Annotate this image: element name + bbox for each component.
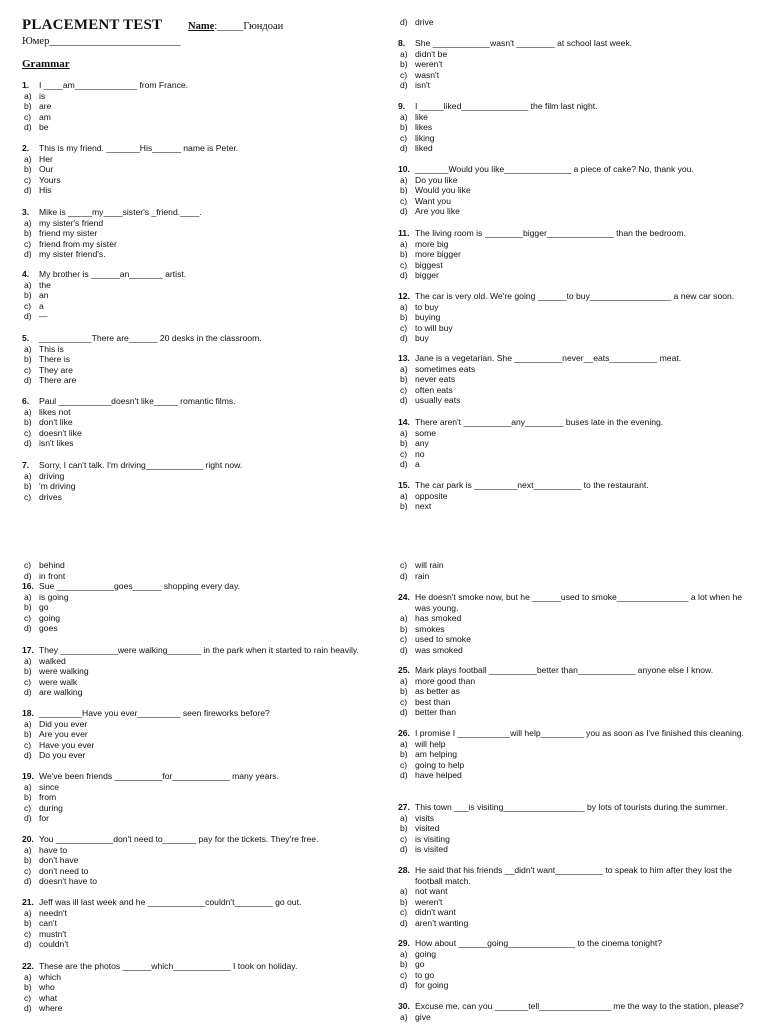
question-text: He said that his friends __didn't want__________ to speak to him after they lost the football match. (415, 865, 732, 886)
answer-option[interactable]: a) driving (24, 470, 65, 481)
answer-option[interactable]: d) are walking (24, 687, 83, 698)
answer-option[interactable]: d) goes (24, 623, 58, 634)
answer-option[interactable]: c) what (24, 992, 58, 1003)
answer-option[interactable]: b) from (24, 792, 57, 803)
answer-option[interactable]: b) can't (24, 918, 57, 929)
answer-option[interactable]: d) Do you ever (24, 750, 86, 761)
answer-option[interactable]: d) bigger (400, 270, 439, 281)
answer-option[interactable]: a) is going (24, 591, 69, 602)
answer-option[interactable]: a) walked (24, 655, 66, 666)
question-number: 6. (22, 396, 30, 406)
answer-option[interactable]: c) during (24, 802, 63, 813)
question-number: 17. (22, 645, 34, 655)
name-label: Name (188, 21, 215, 32)
answer-option[interactable]: b) an (24, 290, 49, 301)
question-number: 8. (398, 38, 406, 48)
answer-option[interactable]: a) the (24, 279, 51, 290)
question-text: The car is very old. We're going ______to buy_________________ a new car soon. (415, 291, 735, 301)
question-18 (22, 708, 372, 761)
question-3 (22, 207, 372, 260)
answer-option[interactable]: b) 'm driving (24, 481, 76, 492)
question-text: You ____________don't need to_______ pay for the tickets. They're free. (39, 834, 319, 844)
answer-option[interactable]: b) next (400, 501, 432, 512)
question-number: 9. (398, 101, 406, 111)
question-text: _________Have you ever_________ seen fireworks before? (39, 708, 270, 718)
answer-option[interactable]: d) His (24, 185, 52, 196)
answer-option[interactable]: a) my sister's friend (24, 217, 104, 228)
answer-option[interactable]: c) going (24, 612, 61, 623)
question-number: 11. (398, 228, 410, 238)
answer-option[interactable]: d) have helped (400, 770, 462, 781)
answer-option[interactable]: d) isn't likes (24, 438, 74, 449)
answer-option[interactable]: b) who (24, 982, 55, 993)
answer-option[interactable]: b) likes (400, 122, 433, 133)
answer-option[interactable]: b) weren't (400, 59, 443, 70)
answer-option[interactable]: b) don't have (24, 855, 79, 866)
question-number: 1. (22, 80, 30, 90)
answer-option[interactable]: d) is visited (400, 844, 448, 855)
answer-option[interactable]: d) better than (400, 707, 457, 718)
answer-option[interactable]: c) Yours (24, 174, 61, 185)
question-4 (22, 269, 372, 322)
question-text: He doesn't smoke now, but he ______used to smoke_______________ a lot when he was young. (415, 592, 743, 613)
question-continuation (398, 17, 748, 28)
question-30 (398, 1001, 748, 1022)
answer-option[interactable]: d) drive (400, 17, 434, 27)
answer-option[interactable]: b) as better as (400, 686, 460, 697)
answer-option[interactable]: a) more good than (400, 675, 476, 686)
answer-option[interactable]: c) friend from my sister (24, 238, 117, 249)
answer-option[interactable]: b) go (24, 602, 49, 613)
answer-option[interactable]: a) Do you like (400, 174, 458, 185)
answer-option[interactable]: b) Would you like (400, 185, 471, 196)
answer-option[interactable]: a) which (24, 971, 61, 982)
answer-option[interactable]: b) Are you ever (24, 729, 88, 740)
question-text: _______Would you like______________ a piece of cake? No, thank you. (415, 164, 694, 174)
answer-option[interactable]: a) give (400, 1011, 431, 1022)
question-17 (22, 645, 372, 698)
question-text: Paul ___________doesn't like_____ romantic films. (39, 396, 236, 406)
question-24 (398, 592, 748, 656)
question-text: I _____liked______________ the film last night. (415, 101, 598, 111)
question-number: 12. (398, 291, 410, 301)
answer-option[interactable]: c) used to smoke (400, 634, 471, 645)
answer-option[interactable]: b) are (24, 101, 52, 112)
question-number: 24. (398, 592, 410, 602)
question-number: 10. (398, 164, 410, 174)
answer-option[interactable]: b) were walking (24, 666, 89, 677)
answer-option[interactable]: a) sometimes eats (400, 363, 476, 374)
question-number: 25. (398, 665, 410, 675)
question-number: 4. (22, 269, 30, 279)
answer-option[interactable]: a) since (24, 781, 60, 792)
answer-option[interactable]: a) to buy (400, 301, 439, 312)
answer-option[interactable]: b) any (400, 438, 429, 449)
answer-option[interactable]: a) Her (24, 153, 53, 164)
answer-option[interactable]: c) Have you ever (24, 739, 95, 750)
answer-option[interactable]: b) There is (24, 354, 71, 365)
answer-option[interactable]: b) friend my sister (24, 228, 98, 239)
question-28 (398, 865, 748, 929)
question-10 (398, 164, 748, 217)
answer-option[interactable]: c) to will buy (400, 322, 453, 333)
question-27 (398, 802, 748, 855)
question-text: Sorry, I can't talk. I'm driving____________ right now. (39, 460, 243, 470)
question-text: This is my friend. _______His______ name is Peter. (39, 143, 239, 153)
answer-option[interactable]: b) am helping (400, 749, 458, 760)
answer-option[interactable]: d) for going (400, 980, 449, 991)
answer-option[interactable]: b) visited (400, 823, 440, 834)
answer-option[interactable]: d) aren't wanting (400, 917, 469, 928)
answer-option[interactable]: a) needn't (24, 907, 67, 918)
question-21 (22, 897, 372, 950)
answer-option[interactable]: a) more big (400, 238, 449, 249)
question-number: 22. (22, 961, 34, 971)
question-text: These are the photos ______which____________ I took on holiday. (39, 961, 298, 971)
answer-option[interactable]: b) Our (24, 164, 54, 175)
question-14 (398, 417, 748, 470)
answer-option[interactable]: b) buying (400, 312, 441, 323)
answer-option[interactable]: c) best than (400, 696, 451, 707)
question-text: The car park is _________next__________ to the restaurant. (415, 480, 649, 490)
question-12 (398, 291, 748, 344)
question-16 (22, 581, 372, 634)
question-11 (398, 228, 748, 281)
answer-option[interactable]: d) — (24, 311, 48, 322)
answer-option[interactable]: c) were walk (24, 676, 78, 687)
answer-option[interactable]: d) There are (24, 375, 77, 386)
question-number: 13. (398, 353, 410, 363)
answer-option[interactable]: c) They are (24, 364, 73, 375)
question-text: How about ______going______________ to the cinema tonight? (415, 938, 663, 948)
question-text: We've been friends __________for____________ many years. (39, 771, 279, 781)
answer-option[interactable]: c) liking (400, 132, 435, 143)
question-15 (398, 480, 748, 512)
question-7 (22, 460, 372, 502)
question-text: I ____am_____________ from France. (39, 80, 189, 90)
question-19 (22, 771, 372, 824)
question-number: 20. (22, 834, 34, 844)
question-continuation (22, 560, 372, 581)
question-number: 28. (398, 865, 410, 875)
answer-option[interactable]: d) rain (400, 570, 430, 581)
section-heading: Grammar (22, 58, 70, 70)
question-text: They ____________were walking_______ in the park when it started to rain heavily. (39, 645, 359, 655)
question-number: 3. (22, 207, 30, 217)
answer-option[interactable]: c) to go (400, 969, 435, 980)
question-number: 26. (398, 728, 410, 738)
answer-option[interactable]: c) don't need to (24, 865, 89, 876)
question-20 (22, 834, 372, 887)
answer-option[interactable]: c) behind (24, 560, 65, 570)
question-number: 29. (398, 938, 410, 948)
answer-option[interactable]: a) This is (24, 343, 64, 354)
student-surname: Юмер_________________________ (22, 36, 181, 47)
answer-option[interactable]: c) a (24, 300, 44, 311)
answer-option[interactable]: a) not want (400, 886, 448, 897)
answer-option[interactable]: c) drives (24, 491, 62, 502)
answer-option[interactable]: a) didn't be (400, 48, 448, 59)
question-number: 19. (22, 771, 34, 781)
question-text: Mark plays football __________better than____________ anyone else I know. (415, 665, 714, 675)
answer-option[interactable]: c) Want you (400, 195, 451, 206)
question-number: 21. (22, 897, 34, 907)
answer-option[interactable]: c) didn't want (400, 907, 456, 918)
question-1 (22, 80, 372, 133)
question-number: 30. (398, 1001, 410, 1011)
name-value: :_____Гюндоаи (214, 21, 284, 32)
answer-option[interactable]: d) liked (400, 143, 433, 154)
question-text: This town ___is visiting_________________ by lots of tourists during the summer. (415, 802, 728, 812)
answer-option[interactable]: a) opposite (400, 490, 448, 501)
answer-option[interactable]: c) no (400, 448, 425, 459)
answer-option[interactable]: c) going to help (400, 759, 465, 770)
question-13 (398, 353, 748, 406)
answer-option[interactable]: a) has smoked (400, 613, 462, 624)
question-text: Jane is a vegetarian. She __________never__eats__________ meat. (415, 353, 682, 363)
question-number: 2. (22, 143, 30, 153)
answer-option[interactable]: d) couldn't (24, 939, 69, 950)
question-text: There aren't __________any________ buses late in the evening. (415, 417, 664, 427)
answer-option[interactable]: d) Are you like (400, 206, 460, 217)
question-number: 7. (22, 460, 30, 470)
answer-option[interactable]: b) more bigger (400, 249, 461, 260)
answer-option[interactable]: c) will rain (400, 560, 444, 570)
answer-option[interactable]: a) some (400, 427, 437, 438)
question-number: 18. (22, 708, 34, 718)
question-6 (22, 396, 372, 449)
question-22 (22, 961, 372, 1014)
answer-option[interactable]: a) like (400, 111, 428, 122)
answer-option[interactable]: d) doesn't have to (24, 876, 98, 887)
answer-option[interactable]: b) don't like (24, 417, 73, 428)
question-2 (22, 143, 372, 196)
answer-option[interactable]: d) be (24, 122, 49, 133)
question-number: 15. (398, 480, 410, 490)
answer-option[interactable]: d) my sister friend's. (24, 249, 106, 260)
answer-option[interactable]: a) is (24, 90, 46, 101)
answer-option[interactable]: c) biggest (400, 259, 443, 270)
answer-option[interactable]: d) for (24, 813, 50, 824)
question-text: Mike is _____my____sister's _friend.____. (39, 207, 202, 217)
question-continuation (398, 560, 748, 581)
answer-option[interactable]: a) have to (24, 844, 68, 855)
question-text: Excuse me, can you _______tell_______________ me the way to the station, please? (415, 1001, 744, 1011)
answer-option[interactable]: d) isn't (400, 80, 431, 91)
answer-option[interactable]: d) usually eats (400, 395, 461, 406)
answer-option[interactable]: d) in front (24, 570, 66, 581)
answer-option[interactable]: c) doesn't like (24, 427, 82, 438)
answer-option[interactable]: a) going (400, 948, 437, 959)
question-25 (398, 665, 748, 718)
answer-option[interactable]: c) am (24, 111, 51, 122)
question-number: 16. (22, 581, 34, 591)
question-9 (398, 101, 748, 154)
answer-option[interactable]: b) never eats (400, 374, 456, 385)
question-number: 27. (398, 802, 410, 812)
question-text: She ____________wasn't ________ at school last week. (415, 38, 633, 48)
answer-option[interactable]: b) weren't (400, 896, 443, 907)
answer-option[interactable]: a) will help (400, 738, 446, 749)
question-text: The living room is ________bigger______________ than the bedroom. (415, 228, 686, 238)
answer-option[interactable]: c) often eats (400, 384, 453, 395)
answer-option[interactable]: c) mustn't (24, 928, 67, 939)
answer-option[interactable]: a) Did you ever (24, 718, 88, 729)
question-number: 14. (398, 417, 410, 427)
answer-option[interactable]: c) is visiting (400, 833, 450, 844)
answer-option[interactable]: a) visits (400, 812, 435, 823)
student-name (188, 21, 283, 32)
answer-option[interactable]: d) buy (400, 333, 429, 344)
question-text: I promise I ___________will help_________ you as soon as I've finished this cleaning. (415, 728, 744, 738)
question-text: Sue ____________goes______ shopping every day. (39, 581, 241, 591)
question-5 (22, 333, 372, 386)
question-8 (398, 38, 748, 91)
question-26 (398, 728, 748, 781)
answer-option[interactable]: b) go (400, 959, 425, 970)
answer-option[interactable]: d) was smoked (400, 644, 463, 655)
answer-option[interactable]: b) smokes (400, 623, 445, 634)
question-text: ___________There are______ 20 desks in the classroom. (39, 333, 262, 343)
question-text: My brother is ______an_______ artist. (39, 269, 187, 279)
answer-option[interactable]: a) likes not (24, 406, 71, 417)
question-number: 5. (22, 333, 30, 343)
question-29 (398, 938, 748, 991)
answer-option[interactable]: d) a (400, 459, 420, 470)
page-title: PLACEMENT TEST (22, 17, 163, 33)
answer-option[interactable]: d) where (24, 1003, 63, 1014)
question-text: Jeff was ill last week and he ____________couldn't________ go out. (39, 897, 302, 907)
answer-option[interactable]: c) wasn't (400, 69, 440, 80)
